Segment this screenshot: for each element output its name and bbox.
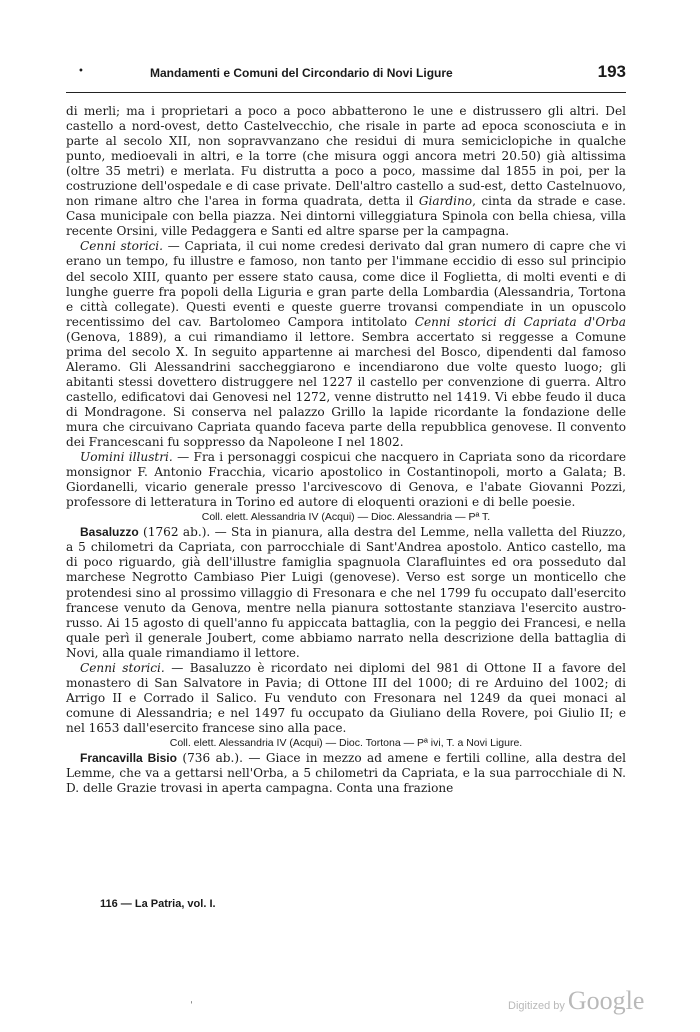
header-rule <box>66 92 626 93</box>
paragraph-text: , cinta da strade e case. Casa municipale con bella piazza. Nei dintorni villeggiatura Spinola con bella chiesa, villa recente Orsini, ville Pedaggera e Santi ed altre sparse per la campagna. <box>66 194 626 239</box>
book-title: Cenni storici di Capriata d'Orba <box>414 314 626 329</box>
entry-basaluzzo <box>66 525 626 660</box>
italic-term: Giardino <box>418 194 473 209</box>
signature-mark: 116 — La Patria, vol. I. <box>100 898 216 910</box>
paragraph-text: (1762 ab.). — Sta in pianura, alla destra del Lemme, nella valletta del Riuzzo, a 5 chilometri da Capriata, con parrocchiale di Sant'Andrea apostolo. Antico castello, ma di poco riguardo, già dell'illustre famiglia spagnuola Clarafluintes ed ora posseduto dal marchese Negrotto Cambiaso Pier Luigi (genovese). Verso est sorge un monticello che protendesi sino al prossimo villaggio di Fresonara e che nel 1799 fu occupato dall'esercito francese venuto da Genova, mentre nella pianura sottostante stanziava l'esercito austro-russo. Ai 15 agosto di quell'anno fu appiccata battaglia, con la peggio dei Francesi, e nella quale perì il generale Joubert, come abbiamo narrato nella descrizione della battaglia di Novi, alla quale rimandiamo il lettore. <box>66 525 626 660</box>
paragraph-cenni-storici-basaluzzo <box>66 661 626 736</box>
section-label: Cenni storici. <box>80 239 164 254</box>
paragraph-text: — Basaluzzo è ricordato nei diplomi del 981 di Ottone II a favore del monastero di San Salvatore in Pavia; di Ottone III del 1000; di re Arduino del 1002; di Arrigo II e Corrado il Salico. Fu venduto con Fresonara nel 1249 da quei monaci al comune di Alessandria; e nel 1497 fu occupato da Giuliano della Rovere, poi Giulio II; e nel 1653 dall'esercito francese sino alla pace. <box>66 660 626 735</box>
electoral-note: Coll. elett. Alessandria IV (Acqui) — Dioc. Alessandria — Pª T. <box>201 511 491 524</box>
running-header <box>66 62 626 82</box>
paragraph-text: (736 ab.). — Giace in mezzo ad amene e fertili colline, alla destra del Lemme, che va a gettarsi nell'Orba, a 5 chilometri da Capriata, e la sua parrocchiale di N. D. delle Grazie trovasi in aperta campagna. Conta una frazione <box>66 751 627 796</box>
electoral-note: Coll. elett. Alessandria IV (Acqui) — Dioc. Tortona — Pª ivi, T. a Novi Ligure. <box>169 736 523 749</box>
running-title: Mandamenti e Comuni del Circondario di Novi Ligure <box>150 66 453 80</box>
print-mark: • <box>78 66 84 77</box>
section-label: Uomini illustri. <box>80 450 173 465</box>
digitization-watermark <box>508 986 644 1016</box>
entry-name: Basaluzzo <box>80 525 139 540</box>
print-mark: ˌ <box>190 994 193 1005</box>
section-label: Cenni storici. <box>80 660 165 675</box>
paragraph-text: — Capriata, il cui nome credesi derivato dal gran numero di capre che vi erano un tempo, fu illustre e famoso, non tanto per l'immane eccidio di esso sul principio del secolo XIII, quanto per essere stato causa, come dice il Foglietta, di molti eventi e di lunghe guerre fra popoli della Liguria e gran parte della Lombardia (Alessandria, Tortona e città collegate). Questi eventi e queste guerre trovansi compendiate in un opuscolo recentissimo del cav. Bartolomeo Campora intitolato <box>66 239 627 329</box>
paragraph-text: (Genova, 1889), a cui rimandiamo il lettore. Sembra accertato si reggesse a Comune prima del secolo X. In seguito appartenne ai marchesi del Bosco, dipendenti dal famoso Aleramo. Gli Alessandrini saccheggiarono e incendiarono due volte questo luogo; gli abitanti stessi dovettero distruggere nel 1227 il castello per convenzione di guerra. Altro castello, edificatovi dai Genovesi nel 1272, venne distrutto nel 1419. Vi ebbe feudo il duca di Mondragone. Si conserva nel palazzo Grillo la lapide ricordante la fondazione delle mura che circuivano Capriata quando faceva parte della repubblica genovese. Il convento dei Francescani fu soppresso da Napoleone I nel 1802. <box>66 329 626 450</box>
page-number: 193 <box>597 62 626 81</box>
paragraph-castles <box>66 104 626 239</box>
paragraph-cenni-storici <box>66 239 626 450</box>
paragraph-text: di merli; ma i proprietari a poco a poco abbatterono le une e distrussero gli altri. Del castello a nord-ovest, detto Castelvecchio, che risale in parte ad epoca sconosciuta e in parte al secolo XII, non sopravvanzano che residui di mura semiciclopiche in qualche punto, medioevali in altri, e la torre (che misura oggi ancora metri 20.50) già altissima (oltre 35 metri) e merlata. Fu distrutta a poco a poco, massime dal 1855 in poi, per la costruzione dell'ospedale e di case private. Dell'altro castello a sud-est, detto Castelnuovo, non rimane altro che l'area in forma quadrata, detta il <box>66 104 626 209</box>
watermark-logo: Google <box>567 986 645 1015</box>
watermark-prefix: Digitized by <box>508 1000 565 1012</box>
body-text <box>66 104 626 796</box>
paragraph-text: — Fra i personaggi cospicui che nacquero in Capriata sono da ricordare monsignor F. Antonio Fracchia, vicario apostolico in Costantinopoli, morto a Galata; B. Giordanelli, vicario generale presso l'arcivescovo di Genova, e l'abate Giovanni Pozzi, professore di letteratura in Torino ed autore di eloquenti orazioni e di belle poesie. <box>66 450 626 510</box>
entry-francavilla <box>66 751 626 796</box>
paragraph-uomini-illustri <box>66 450 626 510</box>
entry-name: Francavilla Bisio <box>80 751 177 766</box>
